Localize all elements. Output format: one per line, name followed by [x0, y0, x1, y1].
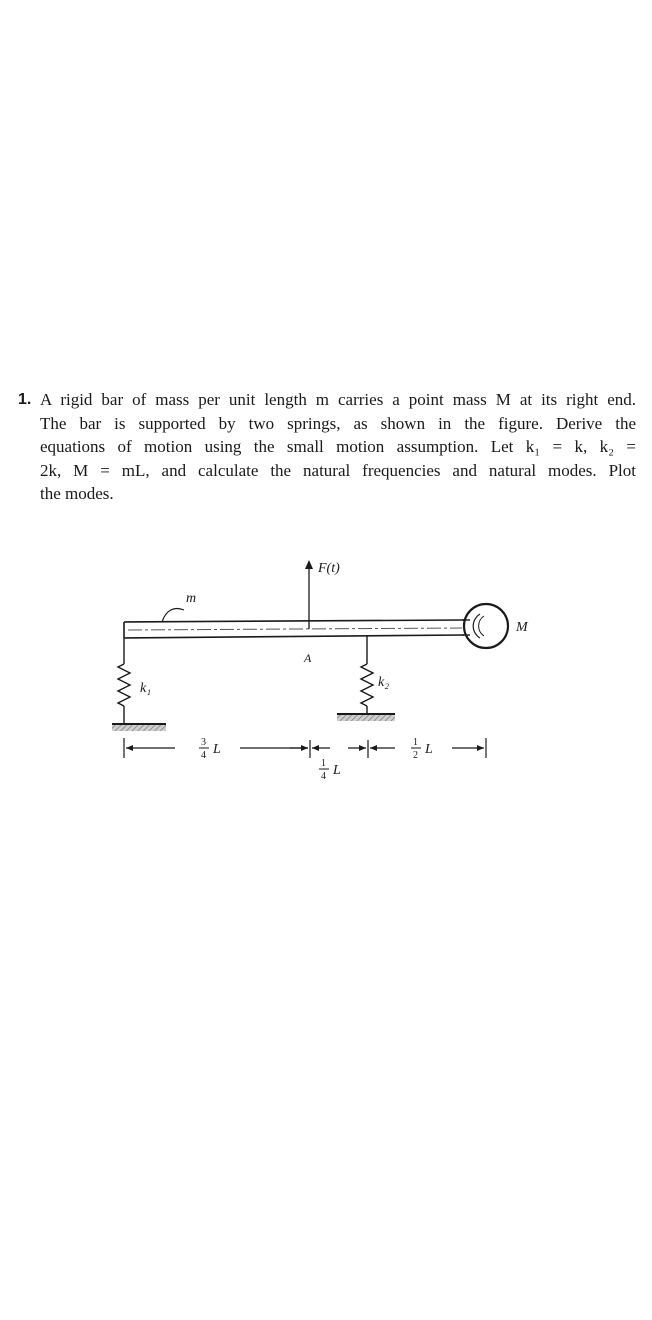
dim-label-three-quarter — [199, 737, 221, 761]
point-mass-label: M — [516, 620, 528, 635]
dim1-numerator: 3 — [201, 737, 206, 748]
problem-line-5: the modes. — [40, 484, 114, 503]
dim1-unit: L — [213, 742, 221, 757]
bar-spring-figure — [0, 540, 652, 800]
problem-statement — [18, 388, 636, 506]
dim2-unit: L — [333, 763, 341, 778]
dim3-denominator: 2 — [413, 750, 418, 761]
problem-line-4: 2k, M = mL, and calculate the natural frequencies and natural modes. Plot — [40, 460, 636, 480]
dim2-numerator: 1 — [321, 758, 326, 769]
problem-line-1: A rigid bar of mass per unit length m carries a point mass M at its right end. — [40, 390, 636, 409]
dim3-unit: L — [425, 742, 433, 757]
problem-line-2: The bar is supported by two springs, as shown in the figure. Derive the — [40, 413, 636, 433]
dim3-numerator: 1 — [413, 737, 418, 748]
point-mass — [462, 604, 508, 648]
force-label: F(t) — [318, 561, 340, 576]
ground-1 — [112, 725, 166, 731]
spring2-label: k₂ — [378, 675, 390, 690]
problem-line-3: equations of motion using the small motion assumption. Let k₁ = k, k₂ = — [40, 437, 636, 456]
force-arrow — [305, 560, 313, 629]
dim-label-one-half — [411, 737, 433, 761]
problem-number: 1. — [18, 391, 32, 408]
ground-2 — [337, 715, 395, 721]
spring-k1 — [112, 638, 166, 731]
dim2-denominator: 4 — [321, 771, 326, 782]
dim-label-one-quarter — [319, 758, 341, 782]
spring1-label: k₁ — [140, 681, 152, 696]
dim1-denominator: 4 — [201, 750, 206, 761]
mass-label-leader — [162, 609, 184, 623]
mass-per-length-label: m — [186, 591, 197, 606]
point-a-label: A — [304, 651, 312, 665]
rigid-bar — [124, 620, 464, 638]
